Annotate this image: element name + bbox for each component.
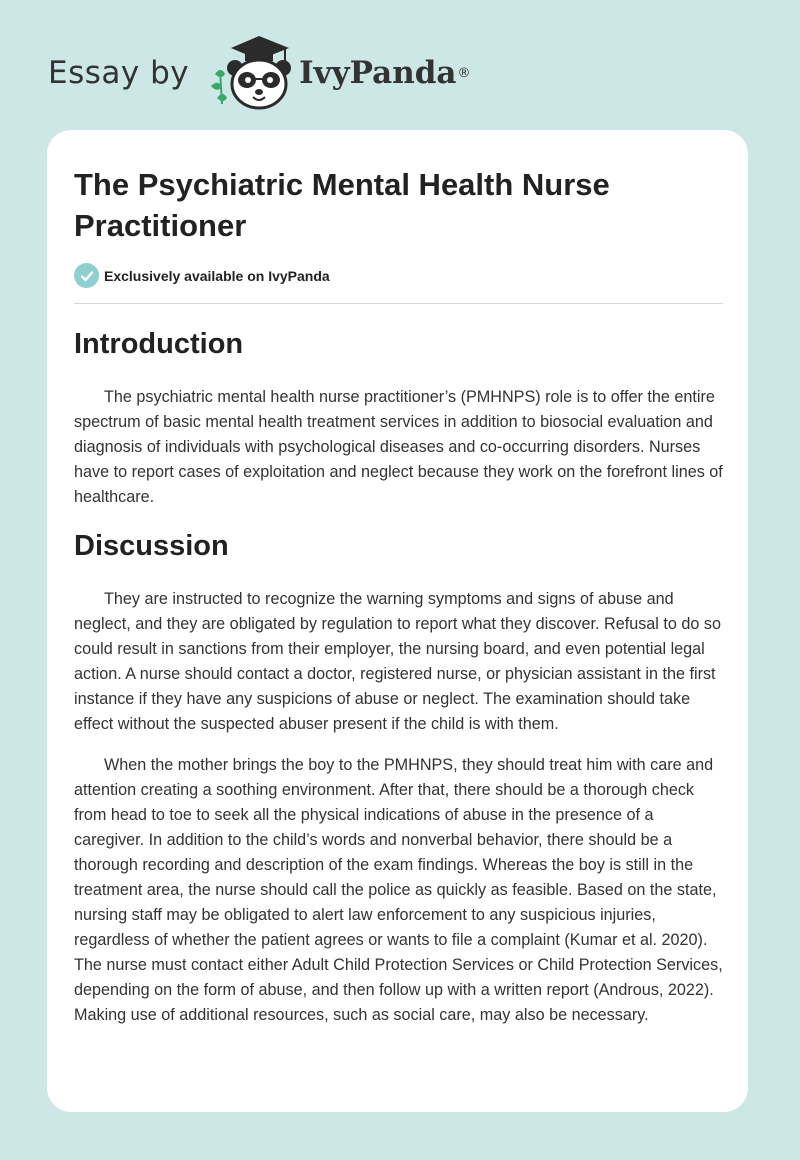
section-heading-discussion: Discussion: [74, 530, 229, 562]
registered-mark: ®: [457, 65, 471, 81]
check-icon: [74, 263, 99, 288]
paragraph: The psychiatric mental health nurse practitioner’s (PMHNPS) role is to offer the entire spectrum of basic mental health treatment services in addition to biosocial evaluation and diagnosis of individuals with psychological diseases and co-occurring disorders. Nurses have to report cases of exploitation and neglect because they work on the forefront lines of healthcare.: [74, 388, 723, 506]
paragraph: They are instructed to recognize the warning symptoms and signs of abuse and neglect, and they are obligated by regulation to report what they discover. Refusal to do so could result in sanctions from their employer, the nursing board, and even potential legal action. A nurse should contact a doctor, registered nurse, or physician assistant in the first instance if they have any suspicions of abuse or neglect. The examination should take effect without the suspected abuser present if the child is with them.: [74, 590, 722, 733]
essay-card: [47, 130, 748, 1112]
paragraph: When the mother brings the boy to the PMHNPS, they should treat him with care and attention creating a soothing environment. After that, there should be a thorough check from head to toe to seek all the physical indications of abuse in the presence of a caregiver. In addition to the child’s words and nonverbal behavior, there should be a thorough recording and description of the exam findings. Whereas the boy is still in the treatment area, the nurse should call the police as quickly as feasible. Based on the state, nursing staff may be obligated to alert law enforcement to any suspicious injuries, regardless of whether the patient agrees or wants to file a complaint (Kumar et al. 2020). The nurse must contact either Adult Child Protection Services or Child Protection Services, depending on the form of abuse, and then follow up with a written report (Androus, 2022). Making use of additional resources, such as social care, may also be necessary.: [74, 756, 723, 1024]
title-divider: [74, 303, 723, 304]
exclusive-badge: [74, 263, 330, 288]
badge-label: Exclusively available on IvyPanda: [104, 267, 330, 284]
panda-logo-icon: [207, 34, 295, 112]
site-brand[interactable]: [48, 34, 471, 112]
brand-name: IvyPanda: [299, 55, 457, 91]
essay-title: The Psychiatric Mental Health Nurse Practitioner: [74, 167, 610, 243]
section-heading-introduction: Introduction: [74, 328, 244, 360]
brand-prefix: Essay by: [48, 55, 190, 91]
